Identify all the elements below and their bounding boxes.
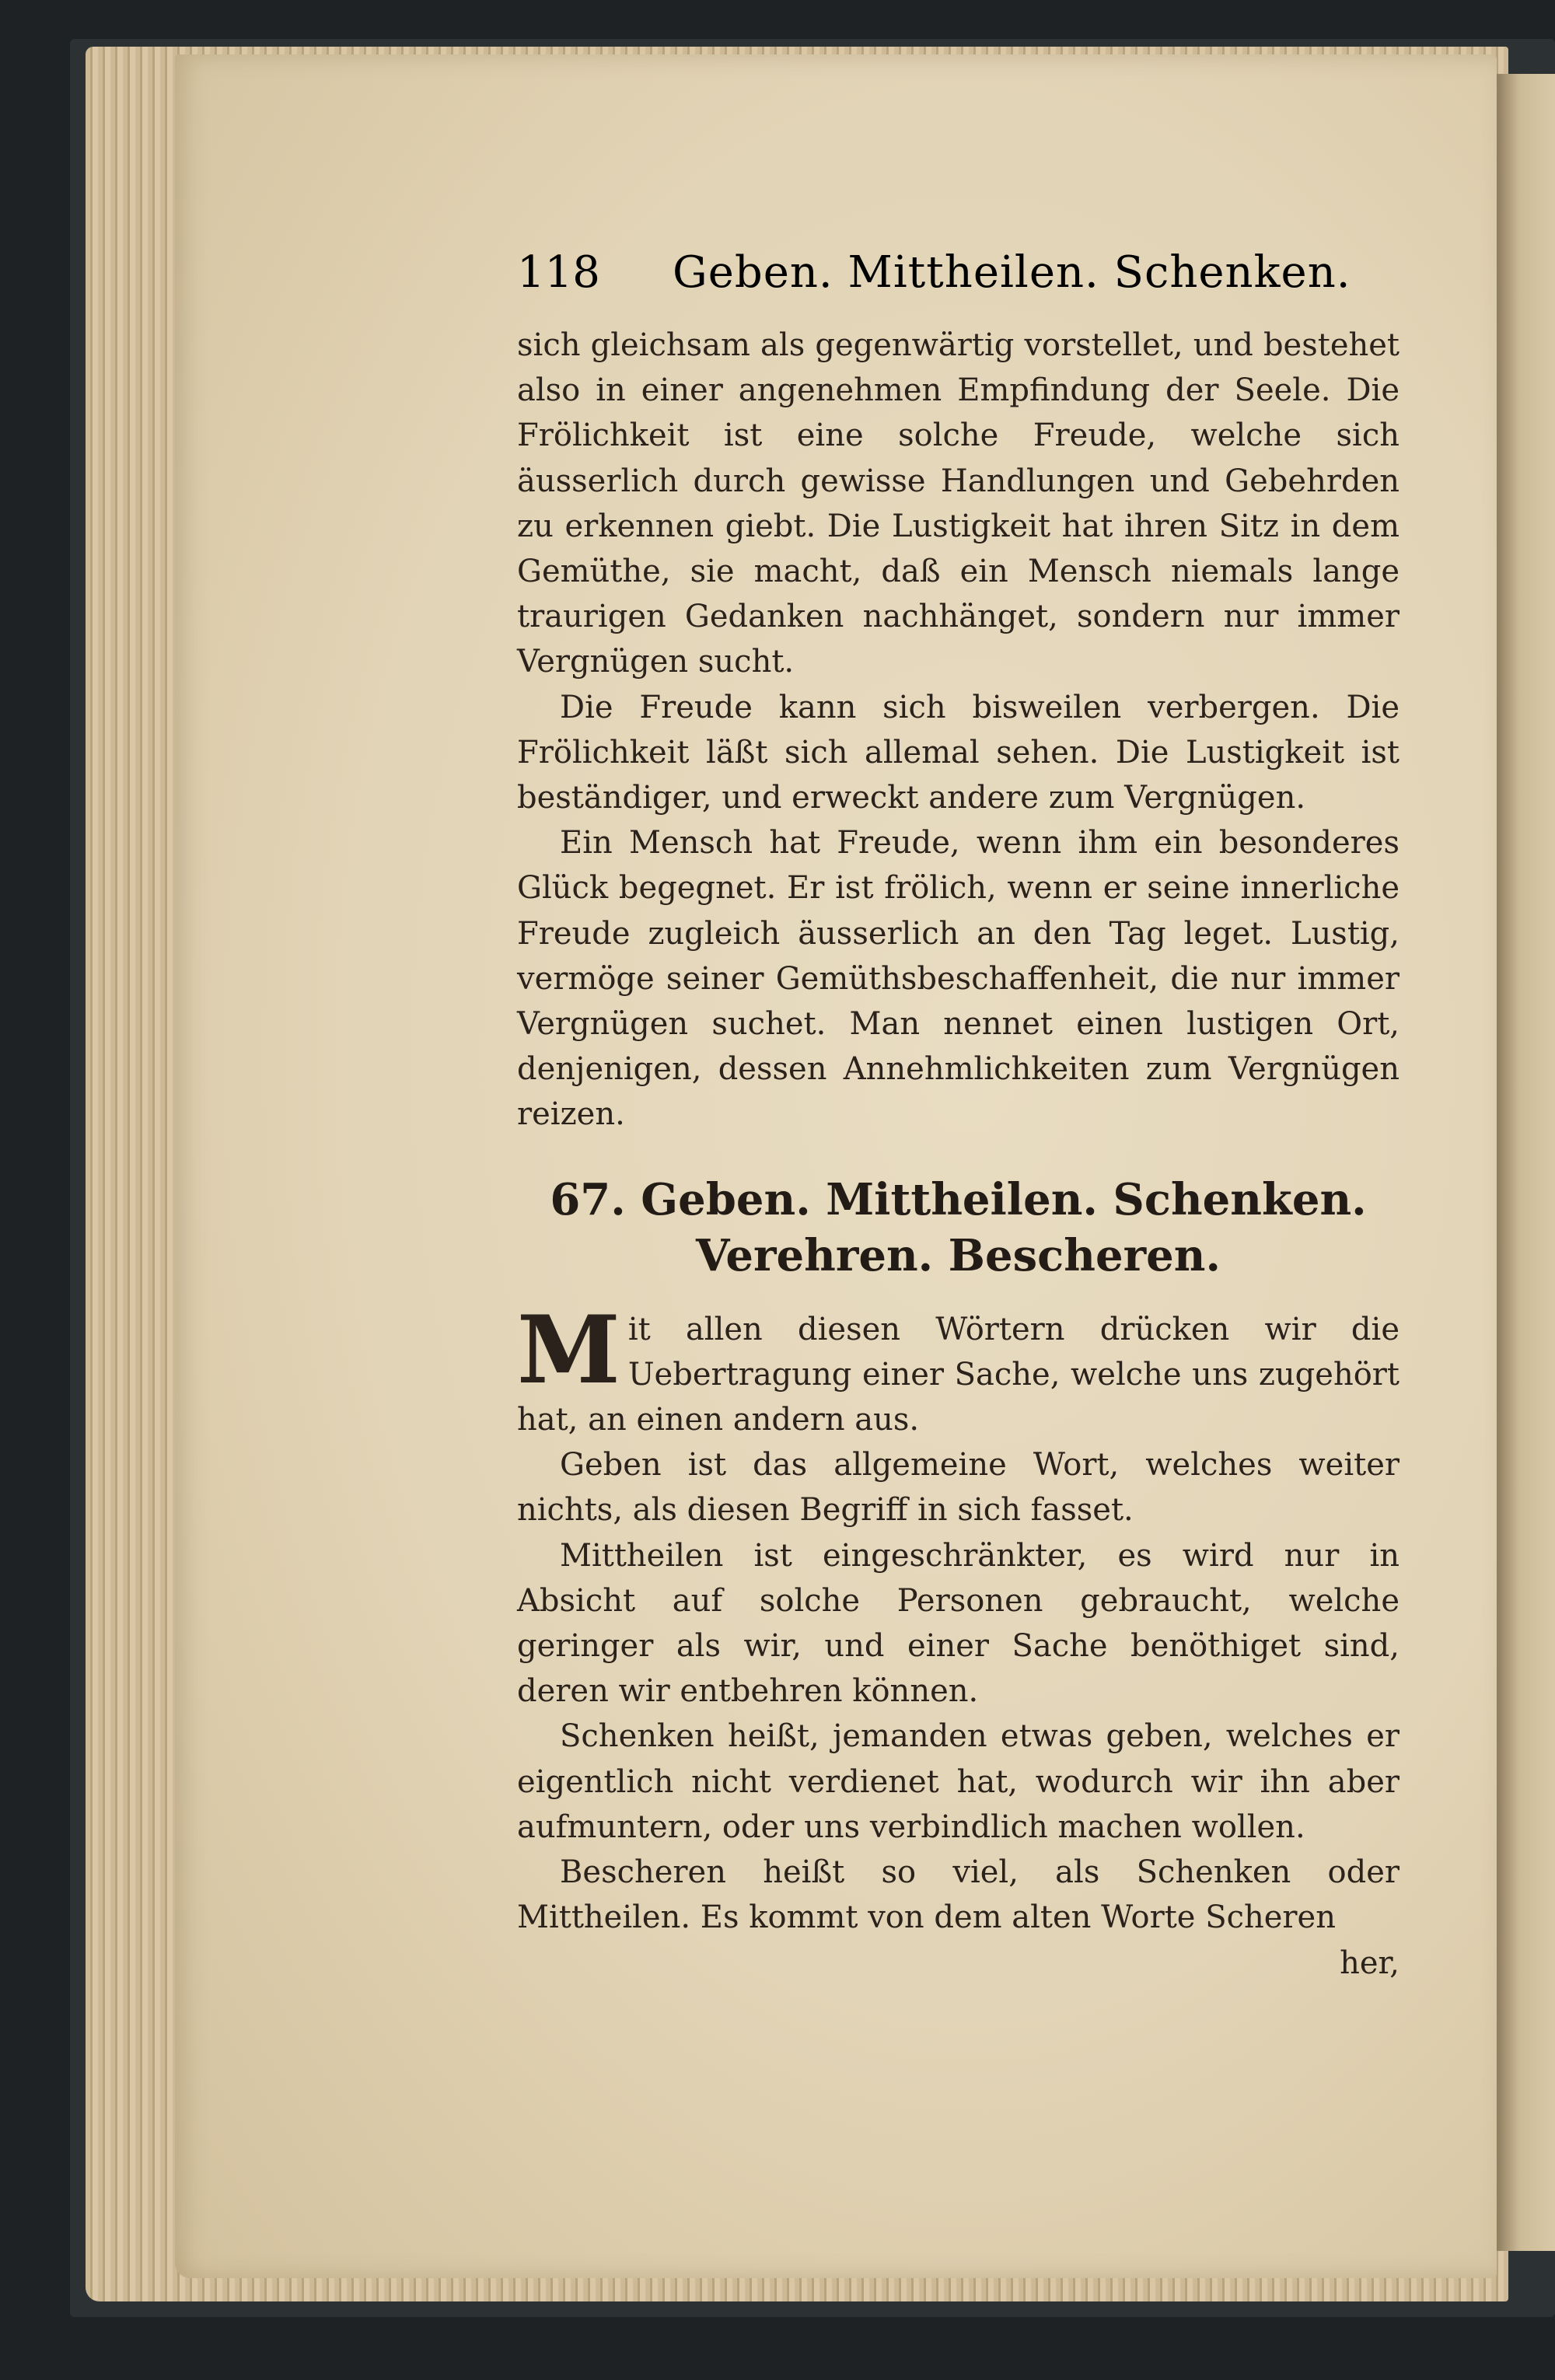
page-number: 118 (517, 247, 600, 298)
paragraph: Ein Mensch hat Freude, wenn ihm ein besonderes Glück begegnet. Er ist frölich, wenn er seine innerliche Freude zugleich äusserlich an den Tag leget. Lustig, vermöge seiner Gemüthsbeschaffenheit, die nur immer Vergnügen suchet. Man nennet einen lustigen Ort, denjenigen, dessen Annehmlichkeiten zum Vergnügen reizen. (517, 825, 1400, 1133)
paragraph-continued: sich gleichsam als gegenwärtig vorstellet, und bestehet also in einer angenehmen Empfindung der Seele. Die Frölichkeit ist eine solche Freude, welche sich äusserlich durch gewisse Handlungen und Gebehrden zu erkennen giebt. Die Lustigkeit hat ihren Sitz in dem Gemüthe, sie macht, daß ein Mensch niemals lange traurigen Gedanken nachhänget, sondern nur immer Vergnügen sucht. (517, 327, 1400, 680)
running-head-title: Geben. Mittheilen. Schenken. (673, 247, 1351, 298)
paragraph: Schenken heißt, jemanden etwas geben, welches er eigentlich nicht verdienet hat, wodurch wir ihn aber aufmuntern, oder uns verbindlich machen wollen. (517, 1718, 1400, 1845)
drop-cap: M (517, 1295, 620, 1405)
section-intro-text: it allen diesen Wörtern drücken wir die Uebertragung einer Sache, welche uns zugehört hat, an einen andern aus. (517, 1311, 1400, 1438)
catchword: her, (1340, 1945, 1400, 1981)
section-heading-line: 67. Geben. Mittheilen. Schenken. (550, 1173, 1367, 1225)
paragraph: Bescheren heißt so viel, als Schenken oder Mittheilen. Es kommt von dem alten Worte Scheren (517, 1854, 1400, 1936)
facing-page-edge (1497, 74, 1555, 2251)
paragraph: Die Freude kann sich bisweilen verbergen. Die Frölichkeit läßt sich allemal sehen. Die Lustigkeit ist beständiger, und erweckt andere zum Vergnügen. (517, 689, 1400, 816)
section-heading (517, 1172, 1400, 1284)
page-body (517, 323, 1400, 1986)
paragraph: Geben ist das allgemeine Wort, welches weiter nichts, als diesen Begriff in sich fasset. (517, 1447, 1400, 1529)
paragraph: Mittheilen ist eingeschränkter, es wird nur in Absicht auf solche Personen gebraucht, welche geringer als wir, und einer Sache benöthiget sind, deren wir entbehren können. (517, 1537, 1400, 1710)
running-head (517, 247, 1400, 302)
section-heading-line: Verehren. Bescheren. (696, 1229, 1221, 1281)
section-intro-paragraph (517, 1295, 1400, 1443)
